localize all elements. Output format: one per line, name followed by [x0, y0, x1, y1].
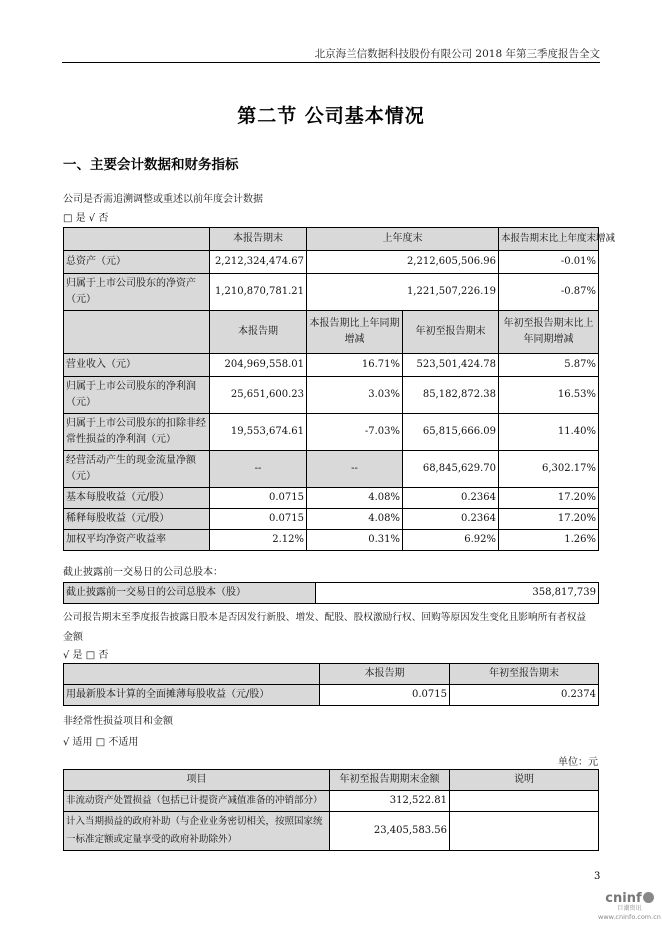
cell: 2.12% — [210, 530, 307, 551]
header-cell: 本报告期末比上年度末增减 — [499, 228, 599, 251]
table-header-row — [64, 664, 599, 685]
cninfo-watermark — [598, 892, 661, 921]
equity-choice: √ 是 □ 否 — [63, 650, 109, 661]
cell: 23,405,583.56 — [330, 812, 450, 851]
table-row — [64, 354, 599, 377]
cell: -- — [307, 451, 403, 488]
header-cell: 项目 — [64, 770, 330, 791]
share-capital-table — [63, 582, 599, 604]
cell: 0.31% — [307, 530, 403, 551]
section-title: 第二节 公司基本情况 — [237, 105, 425, 127]
cell: 0.2364 — [403, 509, 499, 530]
cell — [450, 812, 599, 851]
cell: 2,212,605,506.96 — [307, 251, 499, 274]
cell: 17.20% — [499, 488, 599, 509]
table-row — [64, 685, 599, 706]
cell: 2,212,324,474.67 — [210, 251, 307, 274]
cell: -0.87% — [499, 274, 599, 311]
equity-question-cont: 金额 — [63, 632, 83, 643]
cell: 4.08% — [307, 488, 403, 509]
cell: 85,182,872.38 — [403, 377, 499, 414]
cell: 0.0715 — [210, 488, 307, 509]
cell: 65,815,666.09 — [403, 414, 499, 451]
cell: 523,501,424.78 — [403, 354, 499, 377]
cell: 6.92% — [403, 530, 499, 551]
table-row — [64, 583, 599, 604]
table-row — [64, 488, 599, 509]
table-row — [64, 530, 599, 551]
cell: 6,302.17% — [499, 451, 599, 488]
header-cell — [64, 311, 210, 354]
header-cell — [64, 664, 320, 685]
cell: 3.03% — [307, 377, 403, 414]
cell: 17.20% — [499, 509, 599, 530]
row-label: 稀释每股收益（元/股） — [64, 509, 210, 530]
row-label: 归属于上市公司股东的净资产（元） — [64, 274, 210, 311]
row-label: 计入当期损益的政府补助（与企业业务密切相关，按照国家统一标准定额或定量享受的政府补助除外） — [64, 812, 330, 851]
header-cell: 本报告期 — [320, 664, 450, 685]
table-row — [64, 509, 599, 530]
cell: 16.71% — [307, 354, 403, 377]
restate-question: 公司是否需追溯调整或重述以前年度会计数据 — [63, 194, 263, 205]
cell: 0.2364 — [403, 488, 499, 509]
running-header: 北京海兰信数据科技股份有限公司 2018 年第三季度报告全文 — [314, 48, 600, 60]
header-rule — [62, 62, 600, 63]
cninfo-logo-icon — [643, 892, 654, 903]
row-label: 营业收入（元） — [64, 354, 210, 377]
nonrecurring-title: 非经常性损益项目和金额 — [63, 716, 173, 727]
cell: 204,969,558.01 — [210, 354, 307, 377]
row-label: 用最新股本计算的全面摊薄每股收益（元/股） — [64, 685, 320, 706]
watermark-sub: 巨潮资讯 — [617, 905, 642, 912]
header-cell: 说明 — [450, 770, 599, 791]
diluted-eps-table — [63, 663, 599, 706]
cell: 68,845,629.70 — [403, 451, 499, 488]
cell: 0.0715 — [320, 685, 450, 706]
table-row — [64, 377, 599, 414]
cell: 1,210,870,781.21 — [210, 274, 307, 311]
row-label: 非流动资产处置损益（包括已计提资产减值准备的冲销部分） — [64, 791, 330, 812]
cell: 19,553,674.61 — [210, 414, 307, 451]
header-cell: 年初至报告期末比上年同期增减 — [499, 311, 599, 354]
cell: 1.26% — [499, 530, 599, 551]
header-cell: 上年度末 — [307, 228, 499, 251]
header-cell — [64, 228, 210, 251]
unit-label: 单位：元 — [558, 757, 598, 768]
row-label: 经营活动产生的现金流量净额（元） — [64, 451, 210, 488]
row-label: 归属于上市公司股东的扣除非经常性损益的净利润（元） — [64, 414, 210, 451]
cell: 4.08% — [307, 509, 403, 530]
page-number: 3 — [594, 871, 601, 882]
cell: 1,221,507,226.19 — [307, 274, 499, 311]
restate-choice: □ 是 √ 否 — [63, 213, 109, 224]
row-label: 基本每股收益（元/股） — [64, 488, 210, 509]
table-header-row — [64, 311, 599, 354]
watermark-brand: cninf — [605, 891, 642, 906]
header-cell: 本报告期比上年同期增减 — [307, 311, 403, 354]
table-row — [64, 791, 599, 812]
header-cell: 年初至报告期末 — [450, 664, 599, 685]
cell: 5.87% — [499, 354, 599, 377]
cell: 11.40% — [499, 414, 599, 451]
subsection-title: 一、主要会计数据和财务指标 — [63, 157, 239, 173]
cell: 358,817,739 — [316, 583, 599, 604]
key-financials-table — [63, 227, 616, 551]
table-row — [64, 274, 599, 311]
header-cell: 年初至报告期末 — [403, 311, 499, 354]
cell: 312,522.81 — [330, 791, 450, 812]
cell: 16.53% — [499, 377, 599, 414]
table-header-row — [64, 228, 599, 251]
cell: -0.01% — [499, 251, 599, 274]
watermark-url: www.cninfo.com.cn — [598, 913, 661, 921]
cell: 0.0715 — [210, 509, 307, 530]
table-row — [64, 414, 599, 451]
cell: 25,651,600.23 — [210, 377, 307, 414]
table-header-row — [64, 770, 599, 791]
row-label: 加权平均净资产收益率 — [64, 530, 210, 551]
equity-question: 公司报告期末至季度报告披露日股本是否因发行新股、增发、配股、股权激励行权、回购等原因发生变化且影响所有者权益 — [63, 612, 587, 623]
row-label: 截止披露前一交易日的公司总股本（股） — [64, 583, 316, 604]
cell: 0.2374 — [450, 685, 599, 706]
table-row — [64, 251, 599, 274]
cell: -7.03% — [307, 414, 403, 451]
row-label: 总资产（元） — [64, 251, 210, 274]
header-cell: 年初至报告期期末金额 — [330, 770, 450, 791]
nonrecurring-choice: √ 适用 □ 不适用 — [63, 737, 139, 748]
table-row — [64, 812, 599, 851]
header-cell: 本报告期 — [210, 311, 307, 354]
table-row — [64, 451, 599, 488]
cell: -- — [210, 451, 307, 488]
row-label: 归属于上市公司股东的净利润（元） — [64, 377, 210, 414]
share-capital-intro: 截止披露前一交易日的公司总股本： — [63, 567, 223, 578]
nonrecurring-table — [63, 769, 599, 851]
cell — [450, 791, 599, 812]
header-cell: 本报告期末 — [210, 228, 307, 251]
